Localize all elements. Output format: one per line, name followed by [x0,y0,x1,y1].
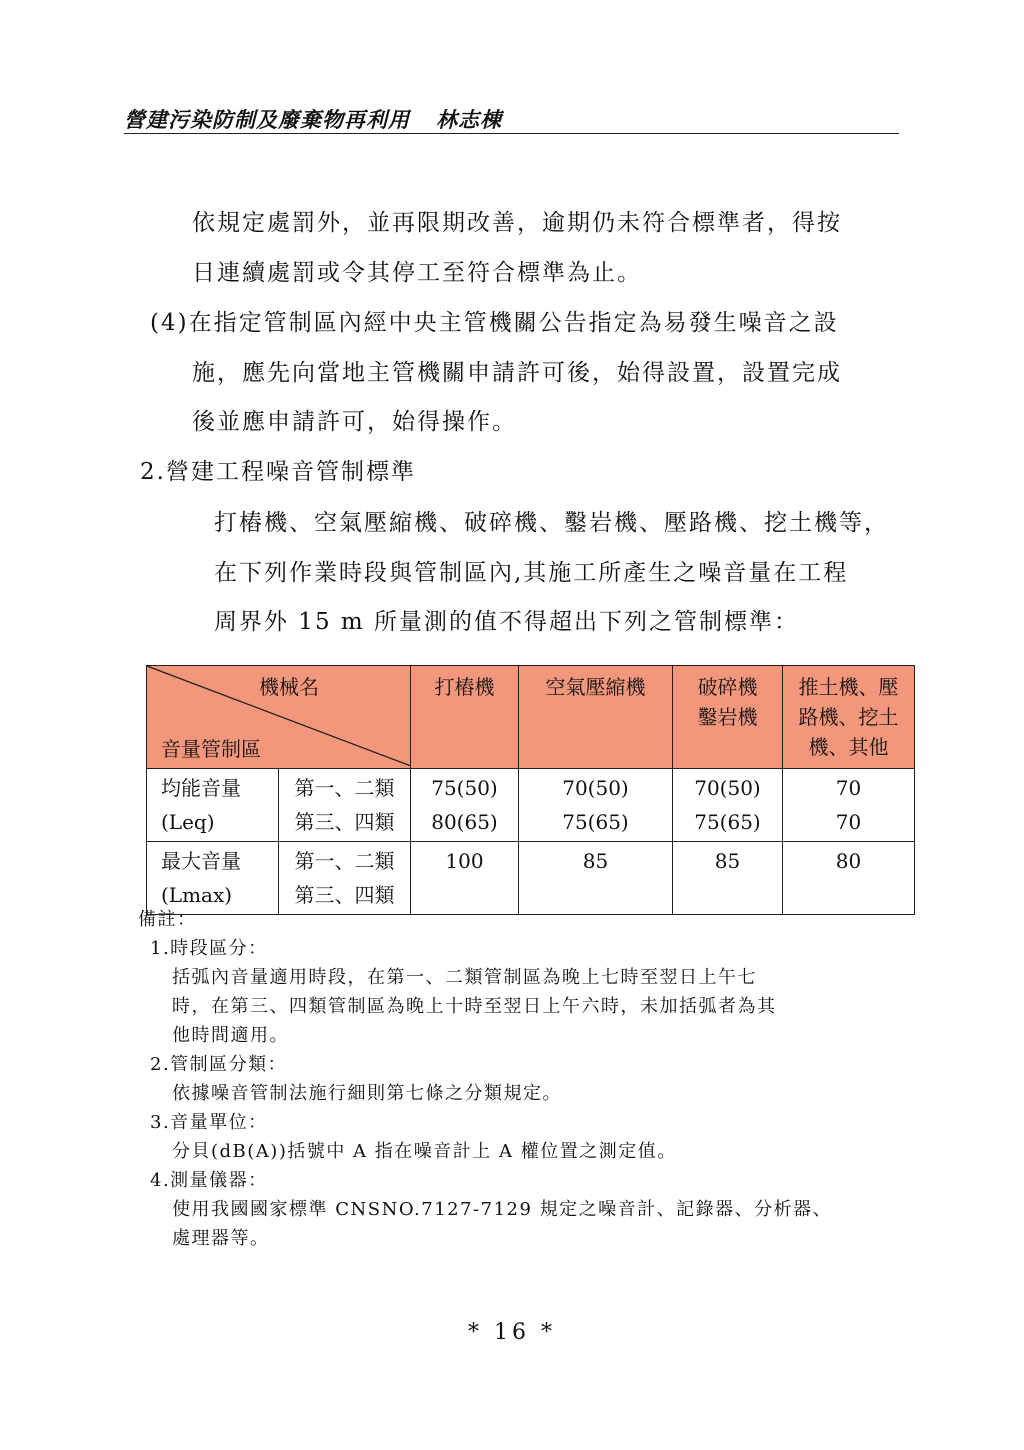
header-author: 林志棟 [436,107,502,132]
body-line: 日連續處罰或令其停工至符合標準為止。 [192,260,642,286]
zone-label: 第三、四類 [294,810,395,834]
value: 80 [835,849,862,873]
body-line: 打樁機、空氣壓縮機、破碎機、鑿岩機、壓路機、挖土機等， [214,510,889,536]
notes-title: 備註： [138,909,197,930]
zone-cell [279,842,411,915]
value-cell [411,769,519,842]
table-corner-cell [147,666,411,769]
table-header-row [147,666,915,769]
value-cell [673,842,783,915]
corner-zone-label: 音量管制區 [161,737,261,761]
column-header: 推土機、壓 路機、挖土 機、其他 [783,666,915,769]
section-heading: 2.營建工程噪音管制標準 [140,459,416,485]
value-cell [673,769,783,842]
value: 75(65) [694,810,761,834]
header-title: 營建污染防制及廢棄物再利用 [124,107,410,132]
value-cell [411,842,519,915]
zone-label: 第三、四類 [294,883,395,907]
zone-label: 第一、二類 [294,776,395,800]
column-header: 空氣壓縮機 [519,666,673,769]
row-group-unit: (Leq) [161,810,215,834]
column-header: 打樁機 [411,666,519,769]
value-cell [519,769,673,842]
page-number: * 16 * [468,1320,556,1345]
note-heading: 1.時段區分： [150,938,268,959]
body-line: 依規定處罰外，並再限期改善，逾期仍未符合標準者，得按 [192,210,842,236]
value: 85 [582,849,609,873]
value: 70(50) [562,776,629,800]
noise-standard-table [146,665,915,915]
header-rule [124,133,899,134]
value: 70 [835,810,862,834]
note-body-line: 處理器等。 [172,1228,270,1249]
note-heading: 4.測量儀器： [150,1170,268,1191]
note-body-line: 使用我國國家標準 CNSNO.7127-7129 規定之噪音計、記錄器、分析器、 [172,1199,833,1220]
body-line: (4)在指定管制區內經中央主管機關公告指定為易發生噪音之設 [150,310,839,336]
row-group-cell [147,842,279,915]
row-group-label: 最大音量 [161,849,241,873]
zone-label: 第一、二類 [294,849,395,873]
note-body-line: 時，在第三、四類管制區為晚上十時至翌日上午六時，未加括弧者為其 [172,996,777,1017]
value: 70 [835,776,862,800]
table-row [147,842,915,915]
value: 70(50) [694,776,761,800]
row-group-label: 均能音量 [161,776,241,800]
value: 85 [714,849,741,873]
body-line: 周界外 15 m 所量測的值不得超出下列之管制標準： [214,609,800,635]
value: 75(50) [431,776,498,800]
note-body-line: 分貝(dB(A))括號中 A 指在噪音計上 A 權位置之測定值。 [172,1141,677,1162]
value: 80(65) [431,810,498,834]
body-line: 後並應申請許可，始得操作。 [192,409,517,435]
body-line: 在下列作業時段與管制區內,其施工所產生之噪音量在工程 [214,560,849,586]
note-heading: 2.管制區分類： [150,1054,288,1075]
notes-section [138,905,832,1253]
value: 75(65) [562,810,629,834]
note-body-line: 依據噪音管制法施行細則第七條之分類規定。 [172,1083,562,1104]
value-cell [783,769,915,842]
corner-machine-label: 機械名 [259,675,319,699]
row-group-cell [147,769,279,842]
note-body-line: 他時間適用。 [172,1025,289,1046]
body-line: 施，應先向當地主管機關申請許可後，始得設置，設置完成 [192,360,842,386]
value: 100 [445,849,484,873]
value-cell [783,842,915,915]
table-row [147,769,915,842]
column-header: 破碎機 鑿岩機 [673,666,783,769]
note-body-line: 括弧內音量適用時段，在第一、二類管制區為晚上七時至翌日上午七 [172,967,757,988]
running-header [124,104,502,134]
note-heading: 3.音量單位： [150,1112,268,1133]
value-cell [519,842,673,915]
zone-cell [279,769,411,842]
row-group-unit: (Lmax) [161,883,233,907]
